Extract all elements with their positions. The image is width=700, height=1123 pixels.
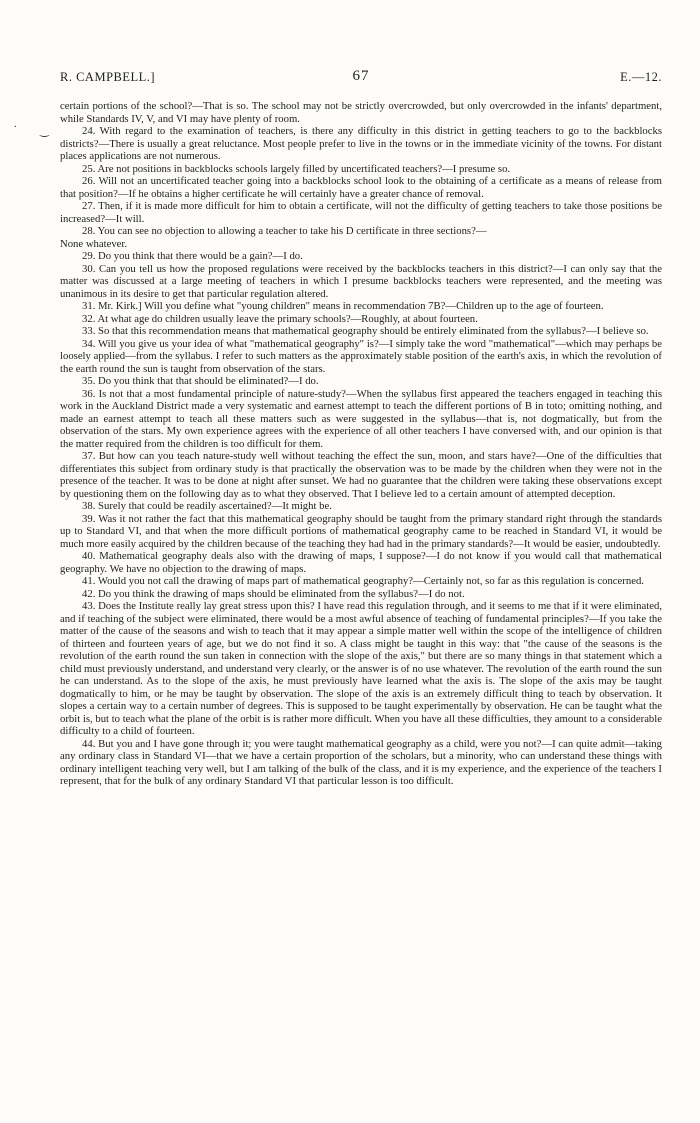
paragraph: 26. Will not an uncertificated teacher going into a backblocks school look to the obtaining of a certificate as a means of release from that position?—If he obtains a higher certificate he will certainly have a greater chance of removal. <box>60 175 662 200</box>
paragraph: 25. Are not positions in backblocks schools largely filled by uncertificated teachers?—I presume so. <box>82 162 511 175</box>
paragraph: 35. Do you think that that should be eliminated?—I do. <box>82 375 319 387</box>
document-body <box>60 100 662 788</box>
margin-mark: ‿ <box>40 125 49 137</box>
paragraph: 28. You can see no objection to allowing a teacher to take his D certificate in three sections?— <box>82 225 487 237</box>
paragraph: 32. At what age do children usually leave the primary schools?—Roughly, at about fourteen. <box>82 312 478 325</box>
paragraph: 39. Was it not rather the fact that this mathematical geography should be taught from the primary standard right through the standards up to Standard VI, and that when the more difficult portions of mathematical geography came to be reached in Standard VI, it would be much more easily acquired by the children because of the teaching they had had in the primary standards?—It would be easier, undoubtedly. <box>60 512 662 550</box>
paragraph: certain portions of the school?—That is so. The school may not be strictly overcrowded, but only overcrowded in the infants' department, while Standards IV, V, and VI may have plenty of room. <box>60 100 662 125</box>
paragraph: 41. Would you not call the drawing of maps part of mathematical geography?—Certainly not, so far as this regulation is concerned. <box>82 575 644 587</box>
paragraph: 24. With regard to the examination of teachers, is there any difficulty in this district in getting teachers to go to the backblocks districts?—There is usually a great reluctance. Most people prefer to live in the towns or in the immediate vicinity of the towns. For distant places applications are not numerous. <box>60 125 662 162</box>
paragraph: None whatever. <box>60 237 128 250</box>
page-header <box>60 70 662 92</box>
paragraph: 33. So that this recommendation means that mathematical geography should be entirely eliminated from the syllabus?—I believe so. <box>82 325 649 337</box>
paragraph: 37. But how can you teach nature-study well without teaching the effect the sun, moon, and stars have?—One of the difficulties that differentiates this subject from ordinary study is that practically the observation was to be made by the children when they were not in the presence of the teacher. It was to be done at night after sunset. We had no guarantee that the children were taking these observations except by questioning them on the following day as to what they observed. That I believe led to a certain amount of attempted deception. <box>60 450 662 500</box>
paragraph: 44. But you and I have gone through it; you were taught mathematical geography as a child, were you not?—I can quite admit—taking any ordinary class in Standard VI—that we have a certain proportion of the scholars, but a minority, who can understand these things with ordinary intelligent teaching very well, but I am talking of the bulk of the class, and it is my experience, and the experience of the teachers I represent, that for the bulk of any ordinary Standard VI that particular lesson is too difficult. <box>60 737 662 787</box>
paragraph: 43. Does the Institute really lay great stress upon this? I have read this regulation through, and it seems to me that if it were eliminated, and if teaching of the subject were eliminated, there would be a most awful absence of teaching of fundamental principles?—If you take the matter of the cause of the seasons and wish to teach that it may appear a simple matter well within the scope of the intelligence of children of thirteen and fourteen years of age, but we do not find it so. A class might be taught in this way: that "the cause of the seasons is the revolution of the earth round the sun taken in connection with the slope of the axis," but there are so many things in that statement which a child must previously understand, and understand very clearly, or the answer is of no use whatever. The revolution of the earth round the sun he can understand. As to the slope of the axis, he must previously have learned what the axis is. The slope of the axis may be taught dogmatically to him, or he may be taught by observation. The slope of the axis is an extremely difficult thing to teach by observation. It slopes a certain way to a certain number of degrees. This is supposed to be taught experimentally by observation. He can be taught what the orbit is, but to teach what the plane of the orbit is is rather more difficult. When you have all these difficulties, they amount to a considerable difficulty to a child of fourteen. <box>60 600 662 737</box>
paragraph: 29. Do you think that there would be a gain?—I do. <box>82 250 303 262</box>
paragraph: 27. Then, if it is made more difficult for him to obtain a certificate, will not the difficulty of getting teachers to take those positions be increased?—It will. <box>60 200 662 225</box>
paragraph: 38. Surely that could be readily ascertained?—It might be. <box>82 500 332 512</box>
paragraph: 36. Is not that a most fundamental principle of nature-study?—When the syllabus first appeared the teachers engaged in teaching this work in the Auckland District made a very systematic and earnest attempt to teach the different portions of B in toto; omitting nothing, and made an earnest attempt to teach all these matters such as were suggested in the syllabus—that is, not dogmatically, but from the observation of the stars. My own experience agrees with the experience of all other teachers I have conversed with, and our opinion is that the matter required from the children is too difficult for them. <box>60 387 662 450</box>
paragraph: 30. Can you tell us how the proposed regulations were received by the backblocks teachers in this district?—I can only say that the matter was discussed at a large meeting of teachers in which I presume backblocks teachers were represented, and the meeting was unanimous in its desire to get that particular regulation altered. <box>60 262 662 300</box>
page-number: 67 <box>352 68 370 84</box>
paragraph: 42. Do you think the drawing of maps should be eliminated from the syllabus?—I do not. <box>82 587 465 600</box>
paragraph: 31. Mr. Kirk.] Will you define what "young children" means in recommendation 7B?—Children up to the age of fourteen. <box>82 300 604 312</box>
header-witness-name: R. CAMPBELL.] <box>60 70 156 84</box>
paragraph: 40. Mathematical geography deals also with the drawing of maps, I suppose?—I do not know if you would call that mathematical geography. We have no objection to the drawing of maps. <box>60 550 662 575</box>
paragraph: 34. Will you give us your idea of what "mathematical geography" is?—I simply take the word "mathematical"—which may perhaps be loosely applied—from the syllabus. I refer to such matters as the approximately stable position of the earth's axis, in which the revolution of the earth round the sun is taught from observation of the stars. <box>60 337 662 375</box>
document-reference: E.—12. <box>620 70 662 84</box>
margin-mark: . <box>14 118 17 130</box>
